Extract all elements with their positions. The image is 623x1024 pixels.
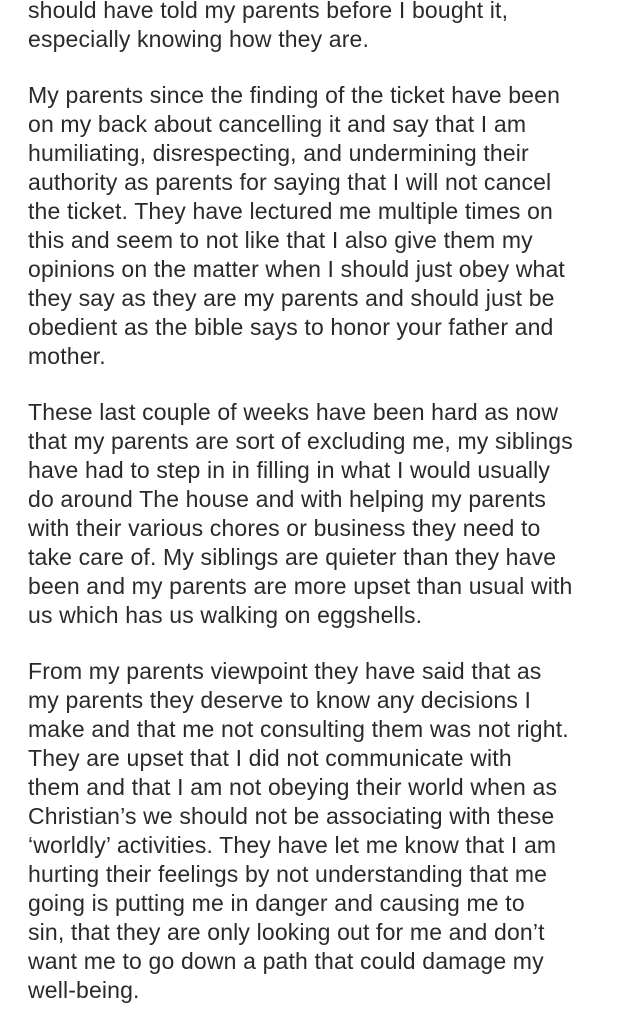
- text-line: us which has us walking on eggshells.: [28, 602, 423, 628]
- text-line: obedient as the bible says to honor your father and: [28, 314, 554, 340]
- text-line: Christian’s we should not be associating with these: [28, 803, 555, 829]
- text-line: want me to go down a path that could damage my: [28, 948, 544, 974]
- text-line: They are upset that I did not communicate with: [28, 745, 512, 771]
- text-line: the ticket. They have lectured me multiple times on: [28, 198, 553, 224]
- text-line: have had to step in in filling in what I would usually: [28, 457, 551, 483]
- text-line: authority as parents for saying that I will not cancel: [28, 169, 552, 195]
- document-body: [28, 0, 618, 1005]
- text-line: ‘worldly’ activities. They have let me know that I am: [28, 832, 557, 858]
- text-line: These last couple of weeks have been hard as now: [28, 399, 559, 425]
- text-line: humiliating, disrespecting, and undermining their: [28, 140, 529, 166]
- text-line: should have told my parents before I bought it,: [28, 0, 509, 23]
- text-line: make and that me not consulting them was not right.: [28, 716, 569, 742]
- text-line: they say as they are my parents and should just be: [28, 285, 555, 311]
- text-line: especially knowing how they are.: [28, 26, 370, 52]
- paragraph-2: [28, 81, 618, 371]
- text-line: been and my parents are more upset than usual with: [28, 573, 573, 599]
- text-line: my parents they deserve to know any decisions I: [28, 687, 532, 713]
- text-line: take care of. My siblings are quieter than they have: [28, 544, 557, 570]
- text-line: them and that I am not obeying their world when as: [28, 774, 558, 800]
- text-line: this and seem to not like that I also give them my: [28, 227, 533, 253]
- paragraph-1: [28, 0, 618, 54]
- text-line: well-being.: [28, 977, 140, 1003]
- text-line: From my parents viewpoint they have said that as: [28, 658, 542, 684]
- text-line: My parents since the finding of the ticket have been: [28, 82, 561, 108]
- text-line: going is putting me in danger and causing me to: [28, 890, 525, 916]
- paragraph-4: [28, 657, 618, 1005]
- text-line: hurting their feelings by not understanding that me: [28, 861, 548, 887]
- paragraph-3: [28, 398, 618, 630]
- text-line: with their various chores or business they need to: [28, 515, 541, 541]
- text-line: on my back about cancelling it and say that I am: [28, 111, 527, 137]
- text-line: do around The house and with helping my parents: [28, 486, 547, 512]
- text-line: sin, that they are only looking out for me and don’t: [28, 919, 545, 945]
- text-line: opinions on the matter when I should just obey what: [28, 256, 565, 282]
- text-line: mother.: [28, 343, 106, 369]
- text-line: that my parents are sort of excluding me, my siblings: [28, 428, 573, 454]
